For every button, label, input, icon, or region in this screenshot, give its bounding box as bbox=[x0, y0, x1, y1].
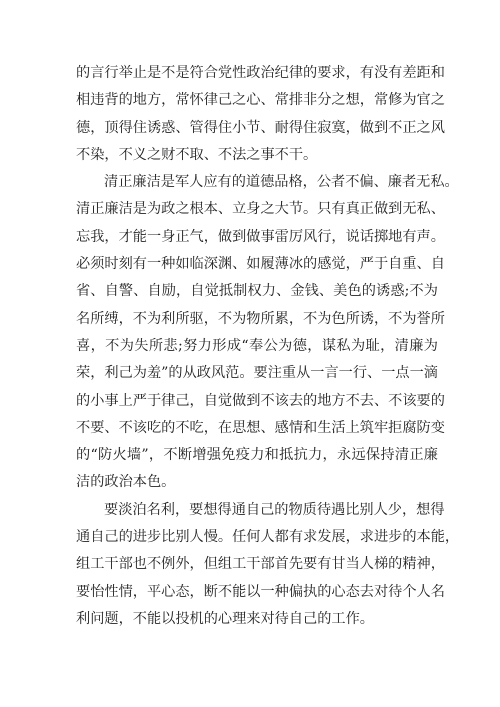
text-line: 不要、不该吃的不吃，在思想、感情和生活上筑牢拒腐防变 bbox=[76, 419, 445, 436]
paragraph-1 bbox=[76, 60, 445, 169]
body-text bbox=[76, 60, 460, 633]
text-line: 省、自警、自励，自觉抵制权力、金钱、美色的诱惑;不为 bbox=[76, 283, 438, 300]
text-line: 要淡泊名利，要想得通自己的物质待遇比别人少，想得 bbox=[104, 501, 445, 518]
text-line: 洁的政治本色。 bbox=[76, 474, 176, 491]
text-line: 相违背的地方，常怀律己之心、常排非分之想，常修为官之 bbox=[76, 92, 445, 109]
text-line: 的“防火墙”，不断增强免疫力和抵抗力，永远保持清正廉 bbox=[76, 447, 438, 464]
text-line: 清正廉洁是为政之根本、立身之大节。只有真正做到无私、 bbox=[76, 201, 445, 218]
text-line: 必须时刻有一种如临深渊、如履薄冰的感觉，严于自重、自 bbox=[76, 256, 445, 273]
text-line: 荣，利己为羞”的从政风范。要注重从一言一行、一点一滴 bbox=[76, 365, 438, 382]
text-line: 要怡性情，平心态，断不能以一种偏执的心态去对待个人名 bbox=[76, 583, 445, 600]
text-line: 不染，不义之财不取、不法之事不干。 bbox=[76, 146, 318, 163]
text-line: 的小事上严于律己，自觉做到不该去的地方不去、不该要的 bbox=[76, 392, 445, 409]
text-line: 通自己的进步比别人慢。任何人都有求发展，求进步的本能， bbox=[76, 529, 460, 546]
text-line: 的言行举止是不是符合党性政治纪律的要求，有没有差距和 bbox=[76, 65, 445, 81]
text-line: 名所缚，不为利所驱，不为物所累，不为色所诱，不为誉所 bbox=[76, 310, 445, 327]
paragraph-2 bbox=[76, 169, 459, 497]
text-line: 喜，不为失所悲;努力形成“奉公为德，谋私为耻，清廉为 bbox=[76, 337, 438, 354]
text-line: 德，顶得住诱惑、管得住小节、耐得住寂寞，做到不正之风 bbox=[76, 119, 445, 136]
text-line: 利问题，不能以投机的心理来对待自己的工作。 bbox=[76, 610, 374, 627]
text-line: 清正廉洁是军人应有的道德品格，公者不偏、廉者无私。 bbox=[104, 174, 459, 191]
paragraph-3 bbox=[76, 497, 460, 633]
text-line: 组工干部也不例外，但组工干部首先要有甘当人梯的精神， bbox=[76, 556, 445, 573]
text-line: 忘我，才能一身正气，做到做事雷厉风行，说话掷地有声。 bbox=[76, 228, 445, 245]
